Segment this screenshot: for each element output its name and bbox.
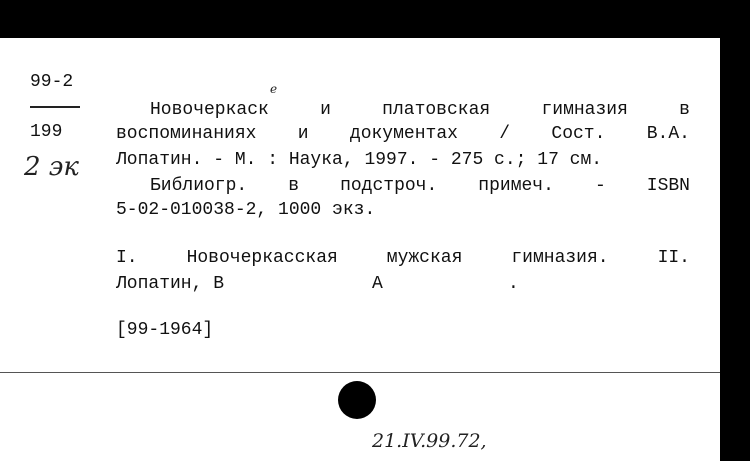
word: гимназия — [541, 100, 628, 120]
word: документах — [349, 124, 458, 144]
word: и — [320, 100, 331, 120]
word: Новочеркасская — [186, 248, 338, 268]
subjects-line-2-end: . — [508, 274, 519, 294]
punch-hole — [338, 381, 376, 419]
word: платовская — [382, 100, 491, 120]
body-line-2 — [116, 122, 690, 146]
word: Сост. — [551, 124, 606, 144]
word: I. — [116, 248, 138, 268]
subjects-line-2-mid: А — [372, 274, 383, 294]
word: примеч. — [478, 176, 554, 196]
word: II. — [657, 248, 690, 268]
subjects-line-2-start: Лопатин, В — [116, 274, 225, 294]
call-number-divider — [30, 106, 80, 108]
word: воспоминаниях — [116, 124, 257, 144]
word: Библиогр. — [150, 176, 248, 196]
word: Новочеркаск — [150, 100, 269, 120]
body-line-5: 5-02-010038-2, 1000 экз. — [116, 200, 376, 220]
word: В.А. — [646, 124, 690, 144]
word: мужская — [386, 248, 463, 268]
catalog-card — [0, 38, 720, 461]
body-line-1 — [150, 98, 690, 122]
subjects-line-1 — [116, 246, 690, 270]
card-bottom-rule — [0, 372, 720, 373]
word: подстроч. — [340, 176, 438, 196]
handwritten-date: 21.IV.99.72, — [372, 430, 487, 452]
word: в — [288, 176, 300, 196]
call-number-bottom: 199 — [30, 122, 63, 142]
word: в — [679, 100, 690, 120]
word: ISBN — [646, 176, 690, 196]
record-number: [99-1964] — [116, 320, 214, 340]
handwritten-copies-note: 2 эк — [24, 152, 79, 182]
handwritten-mark: e — [270, 82, 278, 96]
body-line-3: Лопатин. - М. : Наука, 1997. - 275 с.; 17 см. — [116, 150, 603, 170]
word: и — [297, 124, 309, 144]
word: - — [594, 176, 606, 196]
word: гимназия. — [511, 248, 609, 268]
word: / — [499, 124, 511, 144]
body-line-4 — [150, 174, 690, 198]
call-number-top: 99-2 — [30, 72, 74, 92]
